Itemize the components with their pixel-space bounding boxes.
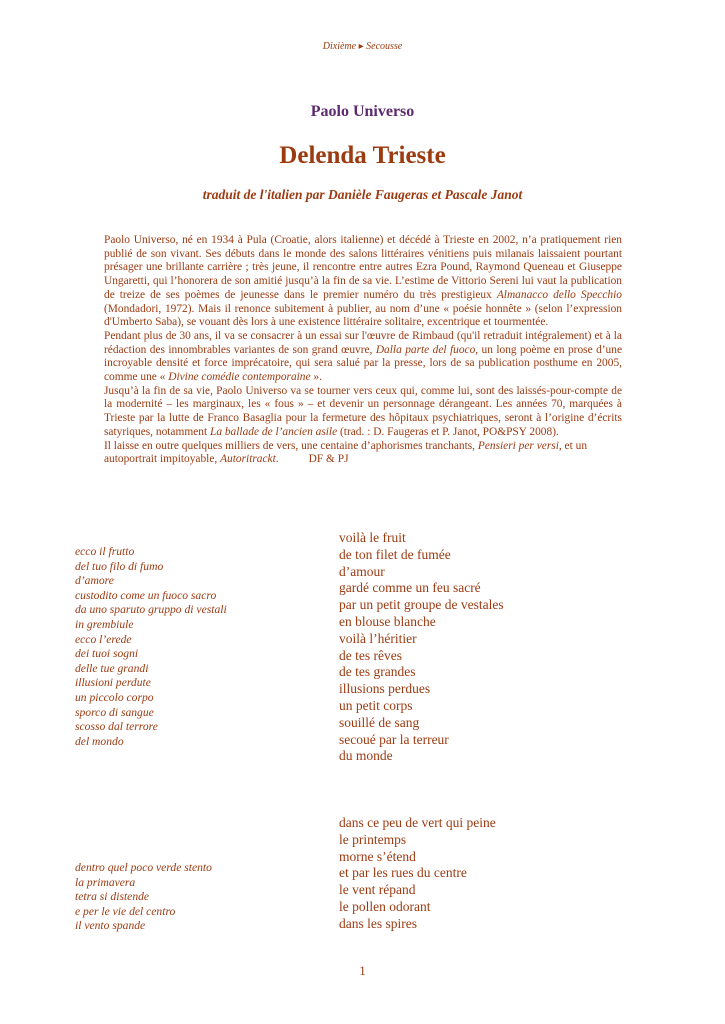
page-title: Delenda Trieste [279, 142, 446, 169]
poem-line: ecco l’erede [75, 632, 132, 646]
poem-line: illusioni perdute [75, 676, 151, 690]
running-header [0, 41, 725, 52]
header-section: Dixième [322, 41, 357, 52]
poem-2-french [339, 815, 639, 933]
author-name: Paolo Universo [310, 103, 415, 120]
poem-line: du monde [339, 748, 393, 764]
bio-paragraph-1: Paolo Universo, né en 1934 à Pula (Croatie, alors italienne) et décédé à Trieste en 2002, n’a pratiquement rien publié de son vivant. Ses débuts dans le monde des salons littéraires vénitiens puis milanais laissaient pourtant présager une brillante carrière ; très jeune, il rencontre entre autres Ezra Pound, Raymond Queneau et Giuseppe Ungaretti, qui l’honorera de son amitié jusqu’à la fin de sa vie. L’estime de Vittorio Sereni lui vaut la publication de treize de ses poèmes de jeunesse dans le premier numéro du très prestigieux Almanacco dello Specchio (Mondadori, 1972). Mais il renonce subitement à publier, au nom d’une « poésie honnête » (selon l’expression d'Umberto Saba), se vouant dès lors à une existence littéraire solitaire, excentrique et tourmentée. [104, 234, 622, 329]
header-arrow-icon: ▸ [358, 41, 364, 52]
poem-line: del tuo filo di fumo [75, 559, 164, 573]
poem-2-italian [75, 861, 305, 934]
poem-line: dans ce peu de vert qui peine [339, 815, 496, 830]
poem-line: morne s’étend [339, 848, 416, 864]
poem-line: le vent répand [339, 882, 416, 898]
bio-signature: DF & PJ [308, 453, 349, 466]
poem-line: d’amour [339, 563, 385, 579]
poem-line: de tes rêves [339, 647, 402, 663]
poem-line: la primavera [75, 875, 136, 889]
poem-line: dentro quel poco verde stento [75, 861, 212, 874]
poem-line: voilà le fruit [339, 530, 406, 545]
poem-line: delle tue grandi [75, 661, 149, 675]
poem-line: custodito come un fuoco sacro [75, 588, 217, 602]
poem-line: il vento spande [75, 919, 146, 933]
poem-line: et par les rues du centre [339, 865, 467, 881]
bio-paragraph-4: Il laisse en outre quelques milliers de vers, une centaine d’aphorismes tranchants, Pensieri per versi, et un autoportrait impitoyable, Autoritrackt. DF & PJ [104, 439, 588, 466]
poem-line: ecco il frutto [75, 545, 135, 558]
translator-credit: traduit de l'italien par Danièle Faugeras et Pascale Janot [202, 187, 523, 202]
poem-line: sporco di sangue [75, 705, 154, 719]
bio-paragraph-3: Jusqu’à la fin de sa vie, Paolo Universo va se tourner vers ceux qui, comme lui, sont des laissés-pour-compte de la modernité – les marginaux, les « fous » – et devenir un personnage dérangeant. Les années 70, marquées à Trieste par la lutte de Franco Basaglia pour la fermeture des hôpitaux psychiatriques, seront à l’origine d’écrits satyriques, notamment La ballade de l’ancien asile (trad. : D. Faugeras et P. Janot, PO&PSY 2008). [104, 384, 622, 438]
poem-line: e per le vie del centro [75, 904, 176, 918]
poem-line: secoué par la terreur [339, 731, 449, 747]
poem-line: un petit corps [339, 697, 413, 713]
poem-line: scosso dal terrore [75, 720, 158, 734]
poem-line: le printemps [339, 831, 407, 847]
poem-line: in grembiule [75, 617, 134, 631]
poem-line: de tes grandes [339, 664, 416, 680]
poem-line: en blouse blanche [339, 613, 436, 629]
poem-line: voilà l’héritier [339, 630, 417, 646]
poem-1-french [339, 530, 639, 765]
poem-line: illusions perdues [339, 681, 431, 697]
header-subsection: Secousse [366, 41, 403, 52]
poem-line: da uno sparuto gruppo di vestali [75, 603, 227, 617]
poem-line: d’amore [75, 574, 114, 588]
poem-line: del mondo [75, 734, 124, 748]
poem-1-italian [75, 545, 305, 749]
bio-paragraph-2: Pendant plus de 30 ans, il va se consacrer à un essai sur l'œuvre de Rimbaud (qu'il retraduit intégralement) et à la rédaction des innombrables variantes de son grand œuvre, Dalla parte del fuoco, un long poème en prose d’une incroyable densité et force imprécatoire, qui sera salué par la presse, lors de sa publication posthume en 2005, comme une « Divine comédie contemporaine ». [104, 329, 623, 384]
poem-line: par un petit groupe de vestales [339, 597, 504, 613]
page-number: 1 [359, 963, 366, 978]
poem-line: dans les spires [339, 915, 417, 931]
poem-line: gardé comme un feu sacré [339, 580, 481, 596]
poem-line: tetra si distende [75, 890, 150, 904]
poem-line: souillé de sang [339, 714, 420, 730]
biography [104, 234, 622, 467]
poem-line: dei tuoi sogni [75, 647, 139, 661]
poem-line: un piccolo corpo [75, 690, 154, 704]
poem-line: de ton filet de fumée [339, 546, 451, 562]
poem-line: le pollen odorant [339, 898, 431, 914]
